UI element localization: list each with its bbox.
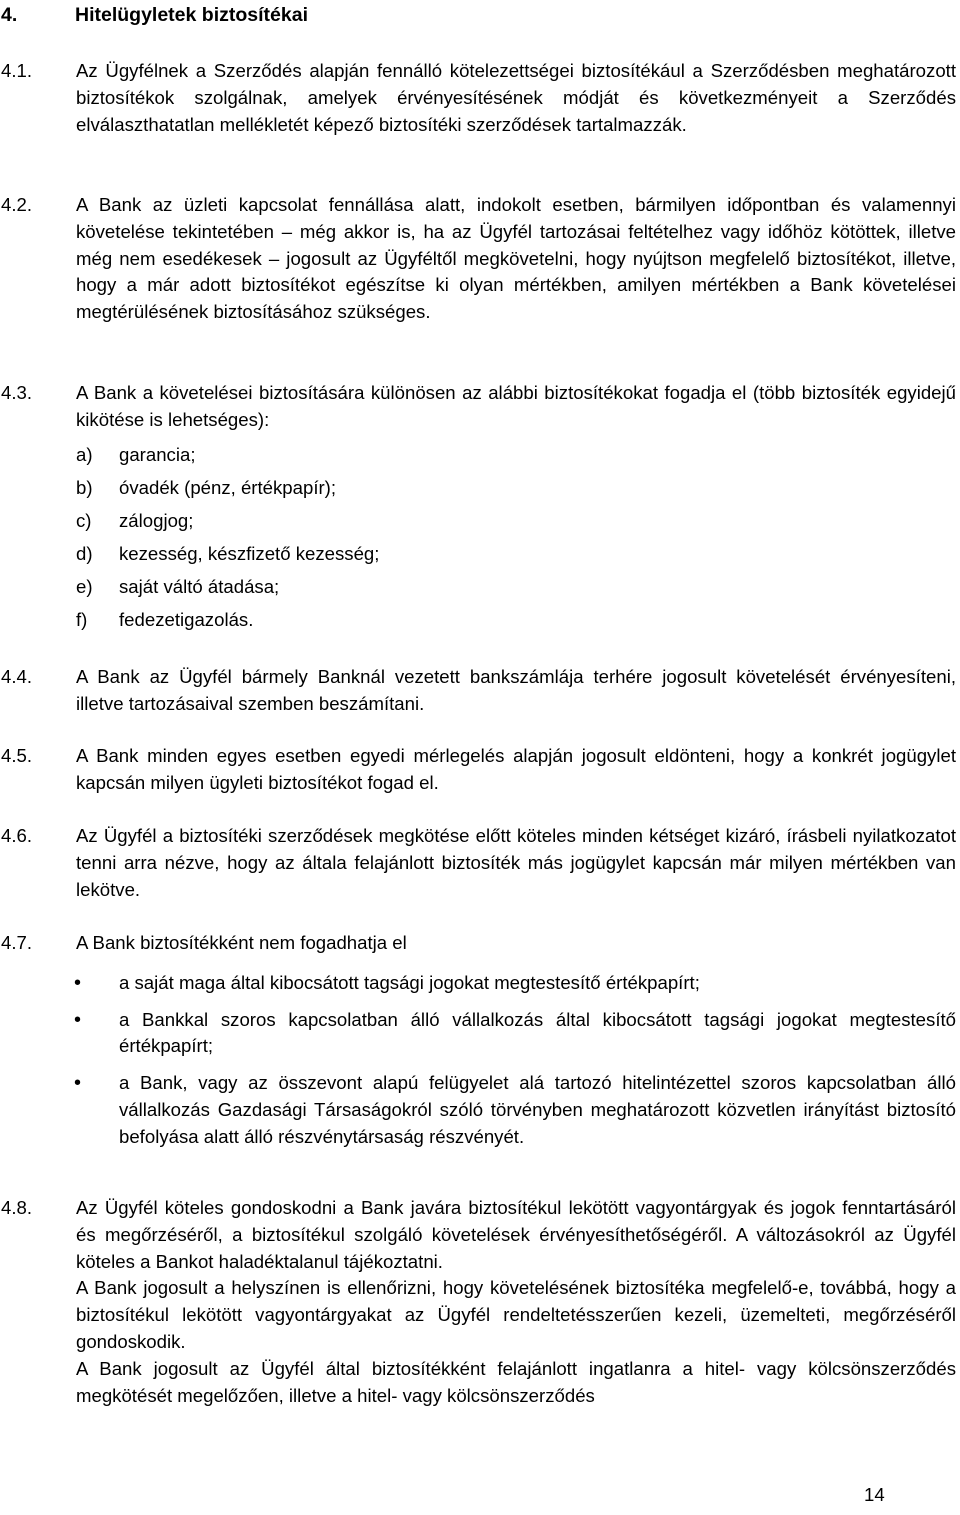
section-number: 4.4. (1, 666, 33, 687)
chapter-number: 4. (1, 4, 18, 26)
section-text: A Bank biztosítékként nem fogadhatja el (76, 932, 407, 953)
chapter-title: Hitelügyletek biztosítékai (75, 4, 308, 26)
section-4-7 (0, 930, 956, 1161)
bullet-item (76, 1070, 956, 1150)
chapter-heading (1, 2, 308, 28)
bullet-icon: • (74, 1072, 82, 1095)
list-item-text: kezesség, készfizető kezesség; (119, 542, 380, 564)
bullet-text: a saját maga által kibocsátott tagsági jogokat megtestesítő értékpapírt; (119, 971, 700, 993)
list-item (76, 607, 956, 634)
section-number: 4.3. (1, 382, 33, 403)
collateral-list (76, 442, 956, 634)
section-paragraph: A Bank jogosult a helyszínen is ellenőrizni, hogy követelésének biztosítéka megfelelő-e, továbbá, hogy a biztosítékul lekötött vagyontárgyakat az Ügyfél rendeltetésszerűen kezeli, üzemelteti, megőrzéséről gondoskodik. (76, 1277, 956, 1352)
section-4-8 (0, 1195, 956, 1409)
list-item-text: garancia; (119, 443, 196, 465)
bullet-icon: • (74, 971, 82, 994)
list-item-label: e) (76, 575, 93, 597)
list-item (76, 442, 956, 469)
list-item-label: a) (76, 443, 93, 465)
bullet-icon: • (74, 1008, 82, 1031)
list-item-label: c) (76, 509, 92, 531)
section-text: Az Ügyfélnek a Szerződés alapján fennálló kötelezettségei biztosítékául a Szerződésben meghatározott biztosítékok szolgálnak, amelyek érvényesítésének módját és következményeit a Szerződés elválaszthatatlan mellékletét képező biztosítéki szerződések tartalmazzák. (76, 60, 956, 135)
list-item-text: zálogjog; (119, 509, 194, 531)
section-4-5 (0, 743, 956, 797)
section-4-2 (0, 192, 956, 326)
list-item-text: óvadék (pénz, értékpapír); (119, 476, 337, 498)
section-text: A Bank az Ügyfél bármely Banknál vezetett bankszámlája terhére jogosult követelését érvényesíteni, illetve tartozásaival szemben beszámítani. (76, 666, 956, 714)
list-item-label: b) (76, 476, 93, 498)
list-item-text: saját váltó átadása; (119, 575, 280, 597)
section-number: 4.7. (1, 932, 33, 953)
section-number: 4.5. (1, 745, 33, 766)
list-item (76, 508, 956, 535)
list-item (76, 475, 956, 502)
bullet-item (76, 970, 956, 997)
section-text: Az Ügyfél a biztosítéki szerződések megkötése előtt köteles minden kétséget kizáró, írásbeli nyilatkozatot tenni arra nézve, hogy az általa felajánlott biztosíték más jogügylet kapcsán már milyen mértékben van lekötve. (76, 825, 956, 900)
page-number: 14 (864, 1484, 885, 1505)
section-number: 4.2. (1, 194, 33, 215)
section-number: 4.1. (1, 60, 33, 81)
bullet-item (76, 1007, 956, 1061)
list-item (76, 541, 956, 568)
section-number: 4.8. (1, 1197, 33, 1218)
list-item-label: d) (76, 542, 93, 564)
list-item-text: fedezetigazolás. (119, 608, 254, 630)
bullet-text: a Bank, vagy az összevont alapú felügyelet alá tartozó hitelintézettel szoros kapcsolatban álló vállalkozás Gazdasági Társaságokról szóló törvényben meghatározott közvetlen irányítást biztosító befolyása alatt álló részvénytársaság részvényét. (119, 1072, 956, 1147)
section-4-3 (0, 380, 956, 640)
list-item (76, 574, 956, 601)
section-paragraph: Az Ügyfél köteles gondoskodni a Bank javára biztosítékul lekötött vagyontárgyak és jogok fenntartásáról és megőrzéséről, a biztosítékul szolgáló követelések érvényesíthetőségéről. A változásokról az Ügyfél köteles a Bankot haladéktalanul tájékoztatni. (76, 1197, 956, 1272)
section-4-4 (0, 664, 956, 718)
section-number: 4.6. (1, 825, 33, 846)
section-4-6 (0, 823, 956, 903)
section-text: A Bank az üzleti kapcsolat fennállása alatt, indokolt esetben, bármilyen időpontban és valamennyi követelése tekintetében – még akkor is, ha az Ügyfél tartozásai feltételhez vagy időhöz kötöttek, illetve még nem esedékesek – jogosult az Ügyféltől megkövetelni, hogy nyújtson megfelelő biztosítékot, illetve, hogy a már adott biztosítékot egészítse ki olyan mértékben, amilyen mértékben a Bank követelései megtérülésének biztosításához szükséges. (76, 194, 956, 323)
excluded-collateral-list (76, 970, 956, 1151)
section-text: A Bank minden egyes esetben egyedi mérlegelés alapján jogosult eldönteni, hogy a konkrét jogügylet kapcsán milyen ügyleti biztosítékot fogad el. (76, 745, 956, 793)
list-item-label: f) (76, 608, 88, 630)
section-4-1 (0, 58, 956, 138)
section-paragraph: A Bank jogosult az Ügyfél által biztosítékként felajánlott ingatlanra a hitel- vagy kölcsönszerződés megkötését megelőzően, illetve a hitel- vagy kölcsönszerződés (76, 1357, 956, 1406)
bullet-text: a Bankkal szoros kapcsolatban álló vállalkozás által kibocsátott tagsági jogokat megtestesítő értékpapírt; (119, 1008, 956, 1057)
section-text: A Bank a követelései biztosítására különösen az alábbi biztosítékokat fogadja el (több biztosíték egyidejű kikötése is lehetséges): (76, 382, 956, 430)
